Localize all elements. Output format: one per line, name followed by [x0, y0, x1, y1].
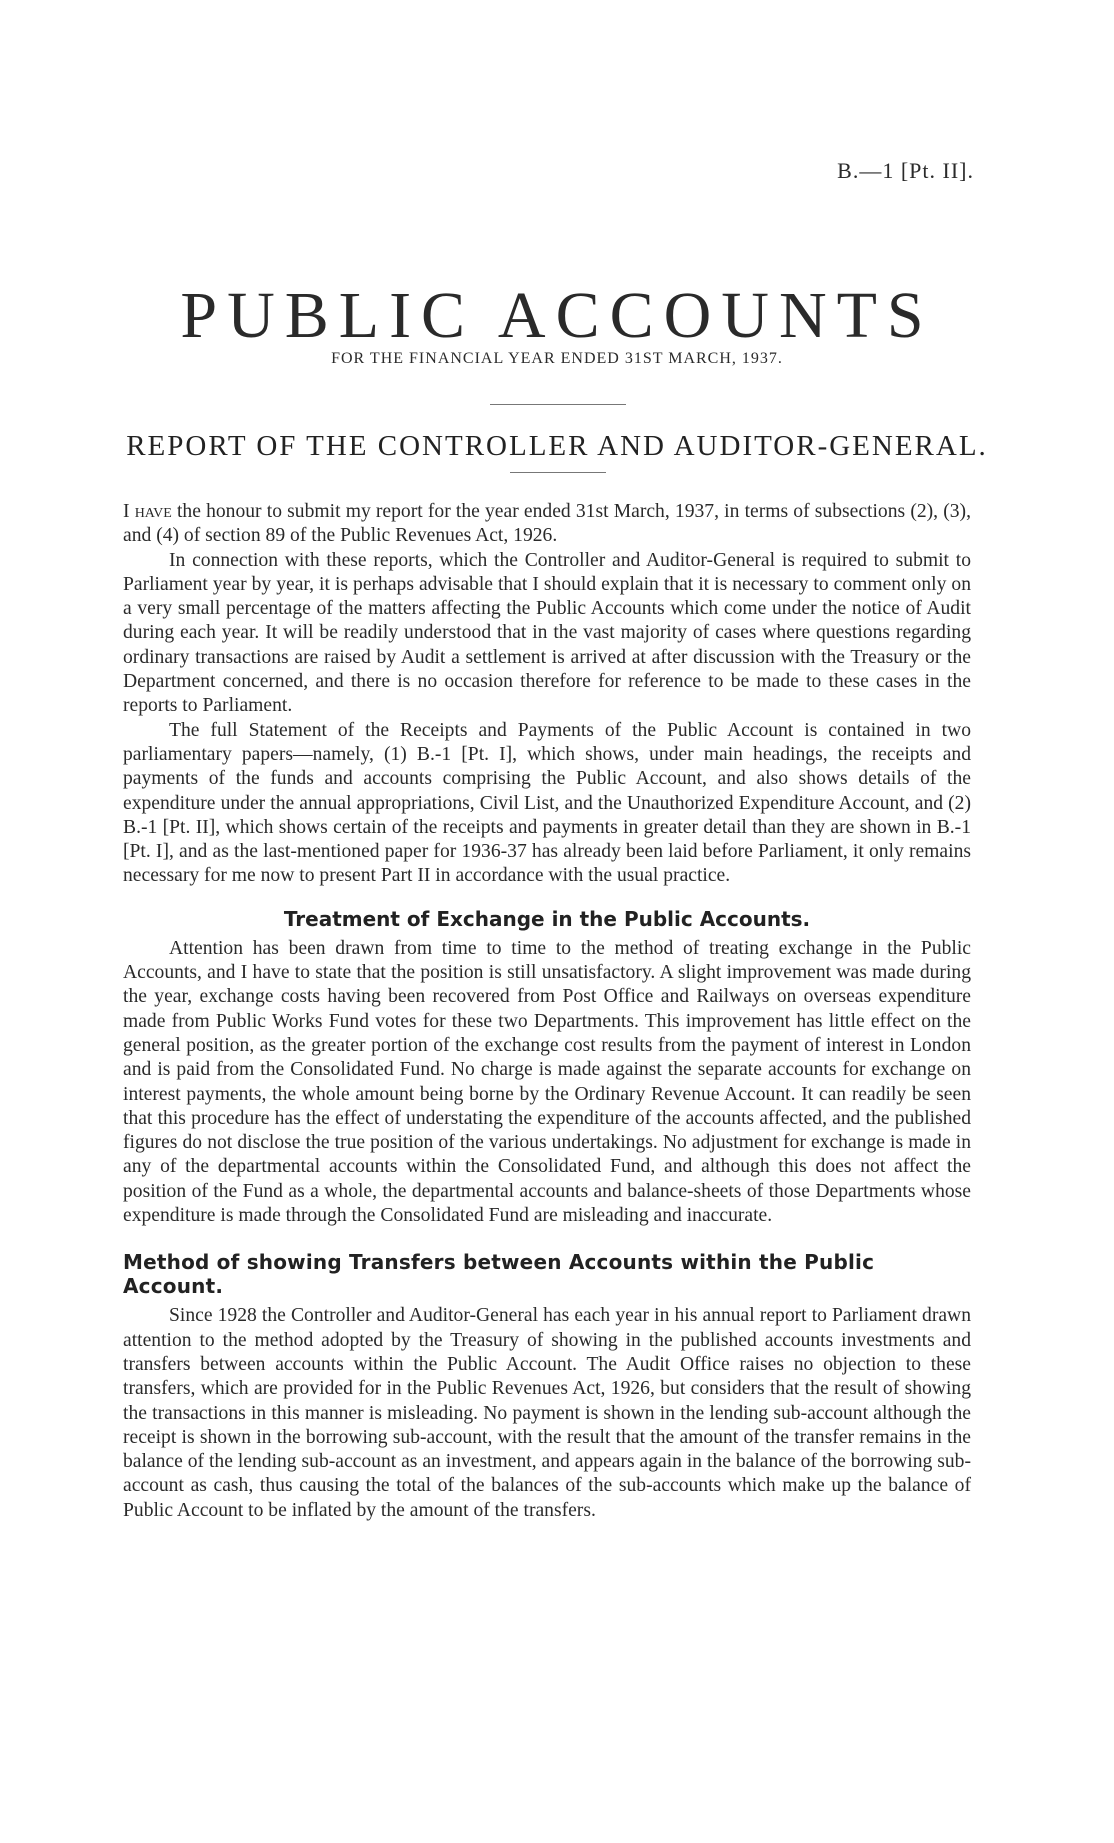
document-body: [123, 500, 971, 1523]
intro-paragraph-2: In connection with these reports, which the Controller and Auditor-General is required to submit to Parliament year by year, it is perhaps advisable that I should explain that it is necessary to comment only on a very small percentage of the matters affecting the Public Accounts which come under the notice of Audit during each year. It will be readily understood that in the vast majority of cases where questions regarding ordinary transactions are raised by Audit a settlement is arrived at after discussion with the Treasury or the Department concerned, and there is no occasion therefore for reference to be made to these cases in the reports to Parliament.: [123, 549, 971, 717]
report-heading: REPORT OF THE CONTROLLER AND AUDITOR-GENERAL.: [126, 430, 988, 462]
section-heading-exchange: Treatment of Exchange in the Public Accounts.: [283, 906, 811, 931]
section-paragraph-transfers: Since 1928 the Controller and Auditor-General has each year in his annual report to Parliament drawn attention to the method adopted by the Treasury of showing in the published accounts investments and transfers between accounts within the Public Account. The Audit Office raises no objection to these transfers, which are provided for in the Public Revenues Act, 1926, but considers that the result of showing the transactions in this manner is misleading. No payment is shown in the lending sub-account although the receipt is shown in the borrowing sub-account, with the result that the amount of the transfer remains in the balance of the lending sub-account as an investment, and appears again in the balance of the borrowing sub-account as cash, thus causing the total of the balances of the sub-accounts which make up the balance of Public Account to be inflated by the amount of the transfers.: [123, 1305, 971, 1521]
page-title: PUBLIC ACCOUNTS: [180, 279, 934, 352]
section-heading-transfers: Method of showing Transfers between Accounts within the Public Account.: [123, 1250, 875, 1299]
intro-paragraph-1-text: the honour to submit my report for the year ended 31st March, 1937, in terms of subsections (2), (3), and (4) of section 89 of the Public Revenues Act, 1926.: [123, 501, 971, 547]
section-paragraph-exchange: Attention has been drawn from time to time to the method of treating exchange in the Public Accounts, and I have to state that the position is still unsatisfactory. A slight improvement was made during the year, exchange costs having been recovered from Post Office and Railways on overseas expenditure made from Public Works Fund votes for these two Departments. This improvement has little effect on the general position, as the greater portion of the exchange cost results from the payment of interest in London and is paid from the Consolidated Fund. No charge is made against the separate accounts for exchange on interest payments, the whole amount being borne by the Ordinary Revenue Account. It can readily be seen that this procedure has the effect of understating the expenditure of the accounts affected, and the published figures do not disclose the true position of the various undertakings. No adjustment for exchange is made in any of the departmental accounts within the Consolidated Fund, and although this does not affect the position of the Fund as a whole, the departmental accounts and balance-sheets of those Departments whose expenditure is made through the Consolidated Fund are misleading and inaccurate.: [123, 937, 971, 1227]
intro-lead-words: I have: [123, 501, 172, 522]
document-reference: B.—1 [Pt. II].: [837, 158, 974, 183]
divider-top: [490, 404, 626, 405]
intro-paragraph-3: The full Statement of the Receipts and Payments of the Public Account is contained in two parliamentary papers—namely, (1) B.-1 [Pt. I], which shows, under main headings, the receipts and payments of the funds and accounts comprising the Public Account, and also shows details of the expenditure under the annual appropriations, Civil List, and the Unauthorized Expenditure Account, and (2) B.-1 [Pt. II], which shows certain of the receipts and payments in greater detail than they are shown in B.-1 [Pt. I], and as the last-mentioned paper for 1936-37 has already been laid before Parliament, it only remains necessary for me now to present Part II in accordance with the usual practice.: [123, 719, 971, 887]
page-subtitle: FOR THE FINANCIAL YEAR ENDED 31ST MARCH, 1937.: [331, 350, 783, 367]
intro-paragraph-1: [123, 500, 971, 549]
divider-bottom: [510, 472, 606, 473]
